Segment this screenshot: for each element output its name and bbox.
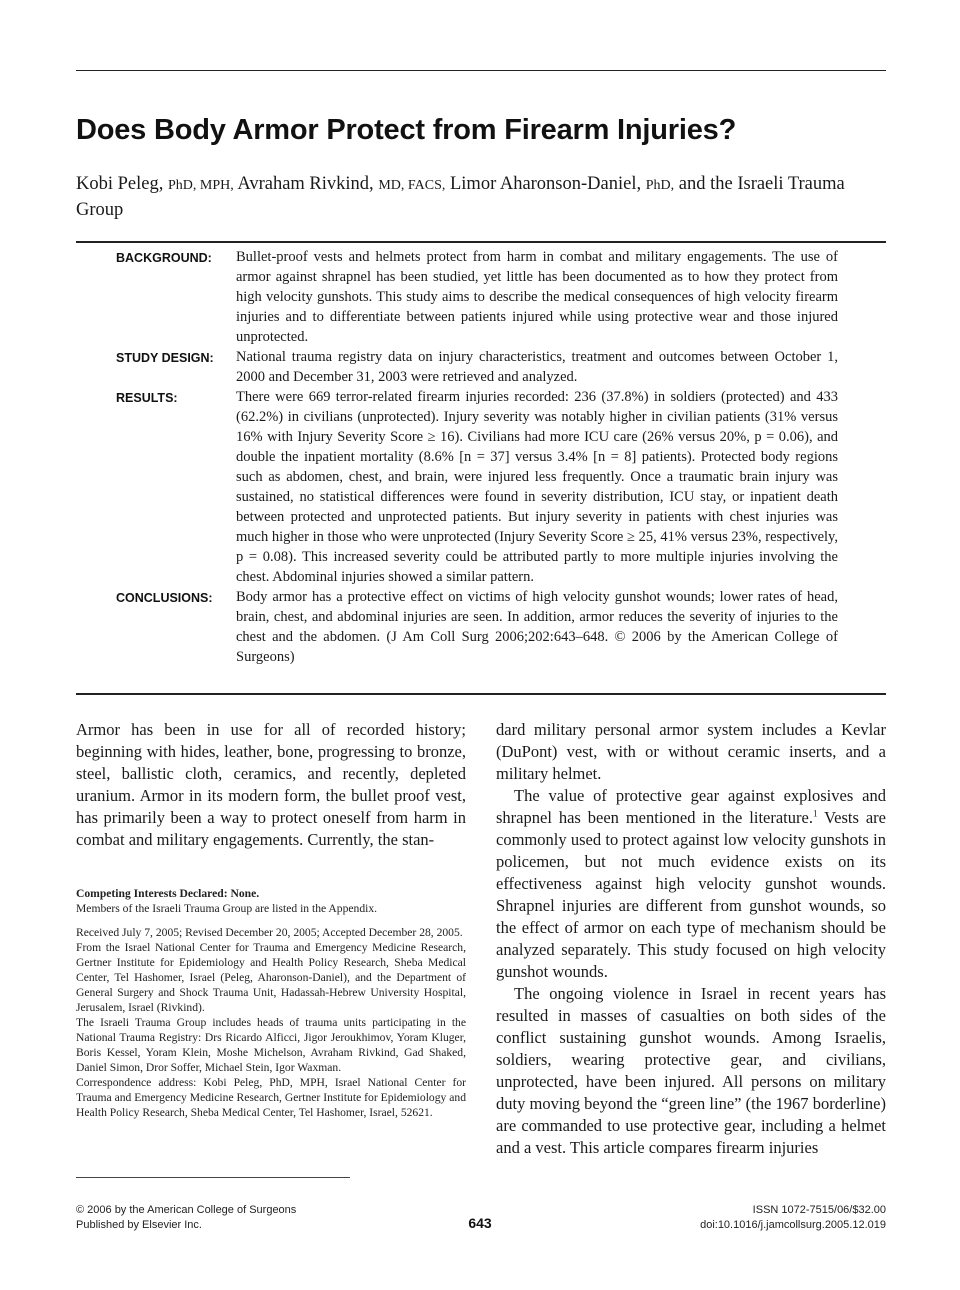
abstract-label: RESULTS: bbox=[116, 391, 178, 405]
abstract-text: Body armor has a protective effect on victims of high velocity gunshot wounds; lower rates of head, brain, chest, and abdominal injuries are seen. In addition, armor reduces the severity of injuries to the chest and the abdomen. (J Am Coll Surg 2006;202:643–648. © 2006 by the American College of Surgeons) bbox=[236, 589, 838, 665]
body-text: Vests are commonly used to protect against low velocity gunshots in policemen, but not much evidence exists on its effectiveness against high velocity gunshot wounds. Shrapnel injuries are different from gunshot wounds, so the effect of armor on each type of mechanism should be analyzed separately. This study focused on high velocity gunshot wounds. bbox=[496, 808, 886, 981]
competing-interests: Competing Interests Declared: None. bbox=[76, 887, 260, 900]
reference-marker[interactable]: 1 bbox=[812, 808, 818, 819]
trauma-group-note: The Israeli Trauma Group includes heads of trauma units participating in the National Trauma Registry: Drs Ricardo Alficci, Jigor Jeroukhimov, Yoram Kluger, Boris Kessel, Yoram Klein, Moshe Michelson, Avraham Rivkind, Gad Shaked, Daniel Simon, Dror Soffer, Michael Stein, Igor Waxman. bbox=[76, 1016, 466, 1074]
body-paragraph bbox=[496, 785, 886, 983]
footnotes bbox=[76, 886, 466, 1120]
author-group: and the Israeli Trauma Group bbox=[76, 174, 845, 220]
received-dates: Received July 7, 2005; Revised December 20, 2005; Accepted December 28, 2005. bbox=[76, 926, 463, 939]
author-degree: MD, FACS, bbox=[378, 178, 446, 193]
abstract-section-study-design bbox=[116, 347, 838, 387]
author-name: Limor Aharonson-Daniel, bbox=[449, 174, 642, 194]
body-column-right bbox=[496, 719, 886, 1159]
abstract-section-results bbox=[116, 387, 838, 587]
body-paragraph: dard military personal armor system includes a Kevlar (DuPont) vest, with or without ceramic inserts, and a military helmet. bbox=[496, 720, 886, 783]
abstract-section-conclusions bbox=[116, 587, 838, 667]
page-number: 643 bbox=[468, 1215, 492, 1231]
copyright-line: © 2006 by the American College of Surgeons bbox=[76, 1204, 297, 1216]
author-name: Avraham Rivkind, bbox=[237, 174, 374, 194]
header-rule bbox=[76, 70, 886, 71]
body-column-left bbox=[76, 719, 466, 851]
issn-line: ISSN 1072-7515/06/$32.00 bbox=[752, 1204, 886, 1216]
author-degree: PhD, bbox=[645, 178, 675, 193]
abstract-text: There were 669 terror-related firearm injuries recorded: 236 (37.8%) in soldiers (protected) and 433 (62.2%) in civilians (unprotected). Injury severity was notably higher in civilian patients (31% versus 16% with Injury Severity Score ≥ 16). Civilians had more ICU care (26% versus 20%, p = 0.06), and double the inpatient mortality (8.6% [n = 37] versus 3.4% [n = 8] patients). Protected body regions such as abdomen, chest, and brain, were injured less frequently. Once a traumatic brain injury was sustained, no statistical differences were found in severity distribution, ICU stay, or inpatient death between protected and unprotected patients. But injury severity in patients with chest injuries was much higher in those who were unprotected (Injury Severity Score ≥ 25, 41% versus 23%, respectively, p = 0.08). This increased severity could be attributed partly to more multiple injuries involving the chest. Abdominal injuries showed a similar pattern. bbox=[236, 389, 838, 585]
body-paragraph: Armor has been in use for all of recorded history; beginning with hides, leather, bone, progressing to bronze, steel, ballistic cloth, ceramics, and recently, depleted uranium. Armor in its modern form, the bullet proof vest, has primarily been a way to protect oneself from harm in combat and military engagements. Currently, the stan- bbox=[76, 720, 466, 849]
doi-line[interactable]: doi:10.1016/j.jamcollsurg.2005.12.019 bbox=[700, 1219, 886, 1231]
author-list bbox=[76, 172, 876, 222]
abstract-text: National trauma registry data on injury characteristics, treatment and outcomes between October 1, 2000 and December 31, 2003 were retrieved and analyzed. bbox=[236, 349, 838, 385]
author-degree: PhD, MPH, bbox=[167, 178, 234, 193]
abstract-label: BACKGROUND: bbox=[116, 251, 212, 265]
abstract-bottom-rule bbox=[76, 693, 886, 695]
body-text: The value of protective gear against explosives and shrapnel has been mentioned in the literature. bbox=[496, 786, 886, 827]
footnote-rule bbox=[76, 1177, 350, 1178]
group-members-note: Members of the Israeli Trauma Group are listed in the Appendix. bbox=[76, 902, 378, 915]
body-paragraph: The ongoing violence in Israel in recent years has resulted in masses of casualties on both sides of the conflict sustaining gunshot wounds. Among Israelis, soldiers, wearing protective gear, and civilians, unprotected, have been injured. All persons on military duty moving beyond the “green line” (the 1967 borderline) are commanded to use protective gear, including a helmet and a vest. This article compares firearm injuries bbox=[496, 984, 886, 1157]
author-name: Kobi Peleg, bbox=[76, 174, 164, 194]
abstract-text: Bullet-proof vests and helmets protect from harm in combat and military engagements. The use of armor against shrapnel has been studied, yet little has been documented as to how they protect from high velocity gunshots. This study aims to describe the medical consequences of high velocity firearm injuries and to differentiate between patients injured while using protective wear and those injured unprotected. bbox=[236, 249, 838, 345]
abstract-label: CONCLUSIONS: bbox=[116, 591, 213, 605]
footer-right bbox=[700, 1203, 886, 1233]
abstract-section-background bbox=[116, 247, 838, 347]
article-title: Does Body Armor Protect from Firearm Injuries? bbox=[76, 114, 737, 146]
abstract-label: STUDY DESIGN: bbox=[116, 351, 214, 365]
affiliation-note: From the Israel National Center for Trauma and Emergency Medicine Research, Gertner Institute for Epidemiology and Health Policy Research, Sheba Medical Center, Tel Hashomer, Israel (Peleg, Aharonson-Daniel), and the Department of General Surgery and Shock Trauma Unit, Hadassah-Hebrew University Hospital, Jerusalem, Israel (Rivkind). bbox=[76, 941, 466, 1014]
abstract-top-rule bbox=[76, 241, 886, 243]
publisher-line: Published by Elsevier Inc. bbox=[76, 1219, 202, 1231]
correspondence-address: Correspondence address: Kobi Peleg, PhD, MPH, Israel National Center for Trauma and Emergency Medicine Research, Gertner Institute for Epidemiology and Health Policy Research, Sheba Medical Center, Tel Hashomer, Israel, 52621. bbox=[76, 1076, 466, 1119]
abstract bbox=[116, 247, 838, 667]
